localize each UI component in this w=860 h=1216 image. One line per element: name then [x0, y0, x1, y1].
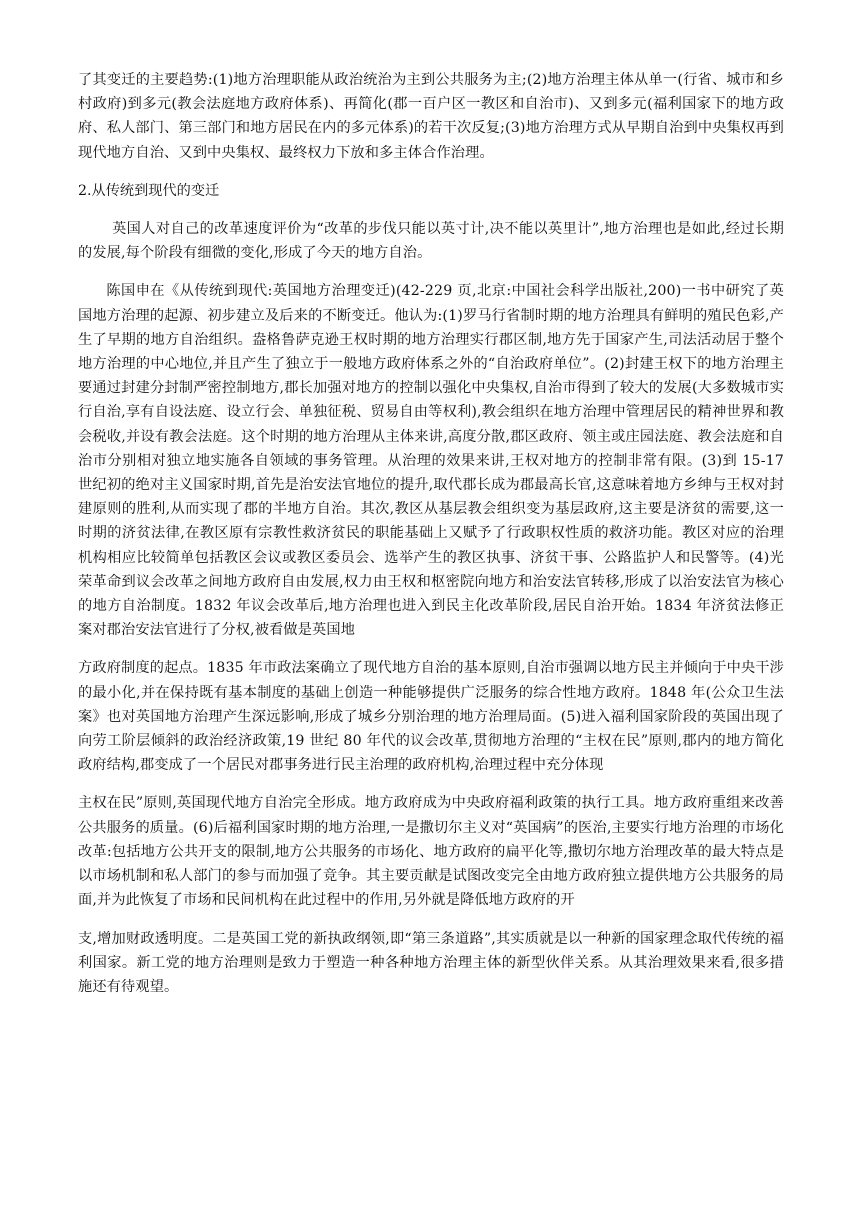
paragraph-municipal-act: 方政府制度的起点。1835 年市政法案确立了现代地方自治的基本原则,自治市强调以地方民主并倾向于中央干涉的最小化,并在保持既有基本制度的基础上创造一种能够提供广泛服务的综合性地方政府。1848 年(公众卫生法案》也对英国地方治理产生深远影响,形成了城乡分别治理的地方治理局面。(5)进入福利国家阶段的英国出现了向劳工阶层倾斜的政治经济政策,19 世纪 80 年代的议会改革,贯彻地方治理的“主权在民”原则,郡内的地方简化政府结构,郡变成了一个居民对郡事务进行民主治理的政府机构,治理过程中充分体现: [78, 660, 784, 774]
paragraph-chen-guoshen-research: 陈国申在《从传统到现代:英国地方治理变迁)(42-229 页,北京:中国社会科学出版社,200)一书中研究了英国地方治理的起源、初步建立及后来的不断变迁。他认为:(1)罗马行省制时期的地方治理具有鲜明的殖民色彩,产生了早期的地方自治组织。盎格鲁萨克逊王权时期的地方治理实行郡区制,地方先于国家产生,司法活动居于整个地方治理的中心地位,并且产生了独立于一般地方政府体系之外的“自治政府单位”。(2)封建王权下的地方治理主要通过封建分封制严密控制地方,郡长加强对地方的控制以强化中央集权,自治市得到了较大的发展(大多数城市实行自治,享有自设法庭、设立行会、单独征税、贸易自由等权利),教会组织在地方治理中管理居民的精神世界和教会税收,并设有教会法庭。这个时期的地方治理从主体来讲,高度分散,郡区政府、领主或庄园法庭、教会法庭和自治市分别相对独立地实施各自领域的事务管理。从治理的效果来讲,王权对地方的控制非常有限。(3)到 15-17 世纪初的绝对主义国家时期,首先是治安法官地位的提升,取代郡长成为郡最高长官,这意味着地方乡绅与王权对封建原则的胜利,从而实现了郡的半地方自治。其次,教区从基层教会组织变为基层政府,这主要是济贫的需要,这一时期的济贫法律,在教区原有宗教性救济贫民的职能基础上又赋予了行政职权性质的救济功能。教区对应的治理机构相应比较简单包括教区会议或教区委员会、选举产生的教区执事、济贫干事、公路监护人和民警等。(4)光荣革命到议会改革之间地方政府自由发展,权力由王权和枢密院向地方和治安法官转移,形成了以治安法官为核心的地方自治制度。1832 年议会改革后,地方治理也进入到民主化改革阶段,居民自治开始。1834 年济贫法修正案对郡治安法官进行了分权,被看做是英国地: [78, 283, 784, 639]
paragraph-third-way: 支,增加财政透明度。二是英国工党的新执政纲领,即“第三条道路”,其实质就是以一种新的国家理念取代传统的福利国家。新工党的地方治理则是致力于塑造一种各种地方治理主体的新型伙伴关系。从其治理效果来看,很多措施还有待观望。: [78, 930, 784, 995]
document-page: [78, 68, 784, 999]
section-heading: 2.从传统到现代的变迁: [78, 182, 220, 199]
paragraph-trends-summary: 了其变迁的主要趋势:(1)地方治理职能从政治统治为主到公共服务为主;(2)地方治理主体从单一(行省、城市和乡村政府)到多元(教会法庭地方政府体系)、再简化(郡一百户区一教区和自治市)、又到多元(福利国家下的地方政府、私人部门、第三部门和地方居民在内的多元体系)的若干次反复;(3)地方治理方式从早期自治到中央集权再到现代地方自治、又到中央集权、最终权力下放和多主体合作治理。: [78, 72, 784, 161]
paragraph-post-welfare: 主权在民”原则,英国现代地方自治完全形成。地方政府成为中央政府福利政策的执行工具。地方政府重组来改善公共服务的质量。(6)后福利国家时期的地方治理,一是撒切尔主义对“英国病”的医治,主要实行地方治理的市场化改革:包括地方公共开支的限制,地方公共服务的市场化、地方政府的扁平化等,撒切尔地方治理改革的最大特点是以市场机制和私人部门的参与而加强了竞争。其主要贡献是试图改变完全由地方政府独立提供地方公共服务的局面,并为此恢复了市场和民间机构在此过程中的作用,另外就是降低地方政府的开: [78, 795, 784, 909]
paragraph-reform-pace: 英国人对自己的改革速度评价为“改革的步伐只能以英寸计,决不能以英里计”,地方治理也是如此,经过长期的发展,每个阶段有细微的变化,形成了今天的地方自治。: [78, 221, 784, 262]
